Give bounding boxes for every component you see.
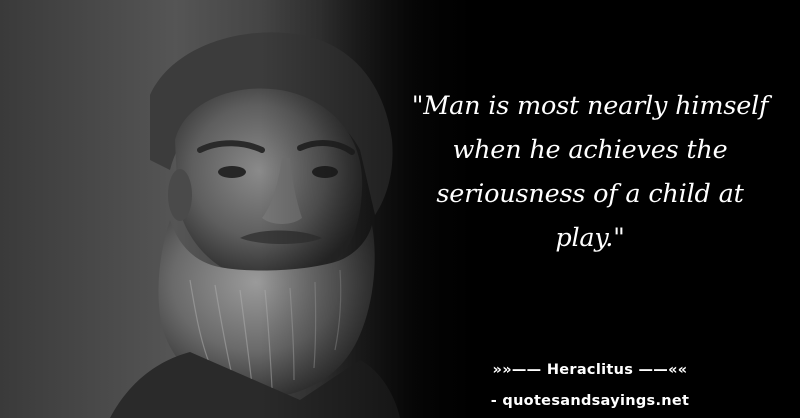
author-attribution: »»—— Heraclitus ——««: [492, 362, 688, 378]
source-website: - quotesandsayings.net: [490, 393, 690, 409]
quote-text: "Man is most nearly himself when he achieves the seriousness of a child at play.": [411, 91, 769, 253]
